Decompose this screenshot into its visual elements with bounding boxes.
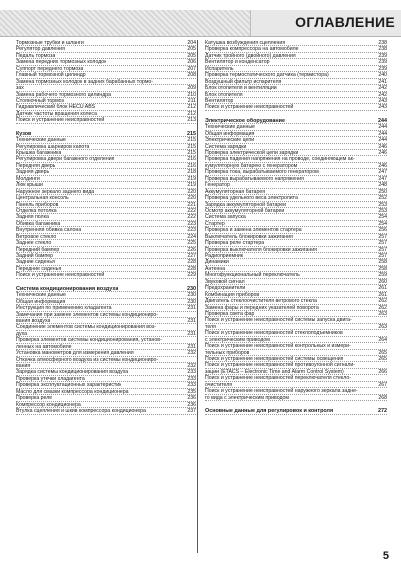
toc-entry-page: 246 bbox=[378, 143, 387, 150]
toc-entry-page: 220 bbox=[187, 195, 196, 202]
toc-entry-title: Задний бампер bbox=[16, 253, 54, 259]
toc-entry-title: Крышка багажника bbox=[16, 150, 62, 156]
toc-entry-page: 243 bbox=[378, 104, 387, 111]
toc-entry-page bbox=[385, 156, 387, 161]
toc-entry-page bbox=[385, 362, 387, 367]
toc-entry-page: 264 bbox=[378, 336, 387, 343]
toc-entry-title: Замена тормозных колодок в задних барабанных тормо- bbox=[16, 78, 154, 85]
toc-entry-page: 210 bbox=[187, 91, 196, 98]
toc-entry-page: 231 bbox=[187, 305, 196, 312]
toc-entry-page: 233 bbox=[187, 382, 196, 389]
toc-entry-page: 219 bbox=[187, 175, 196, 182]
toc-entry-title: Технические данные bbox=[16, 292, 66, 298]
toc-entry-title: Проверка реле bbox=[16, 395, 53, 401]
toc-entry-title: Установка манометров для измерения давления bbox=[16, 350, 134, 356]
toc-entry-page: 223 bbox=[187, 220, 196, 227]
toc-entry-page: 238 bbox=[378, 46, 387, 53]
toc-entry-title: Зарядка системы кондиционирования воздуха bbox=[16, 369, 129, 375]
toc-entry-title: Педаль тормоза bbox=[16, 52, 56, 59]
toc-entry-page: 220 bbox=[187, 188, 196, 195]
toc-entry-page: 205 bbox=[187, 52, 196, 59]
toc-entry-title: ленных на автомобиле bbox=[16, 343, 72, 350]
toc-entry-page: 246 bbox=[378, 150, 387, 156]
toc-entry-title: Вентилятор bbox=[205, 97, 234, 104]
toc-entry-title: кумуляторную батарею с генератором bbox=[205, 162, 298, 169]
toc-entry-title: Ветровое стекло bbox=[16, 233, 57, 240]
toc-entry-page: 215 bbox=[187, 130, 196, 137]
toc-entry-page bbox=[194, 324, 196, 329]
toc-entry-title: Общая информация bbox=[16, 298, 66, 305]
toc-entry-page: 230 bbox=[187, 298, 196, 305]
toc-entry-title: Передняя дверь bbox=[16, 162, 56, 169]
toc-entry-page: 258 bbox=[378, 265, 387, 272]
toc-entry-page: 221 bbox=[187, 201, 196, 208]
toc-entry-title: Стояночный тормоз bbox=[16, 97, 64, 104]
toc-entry-page: 208 bbox=[187, 72, 196, 79]
toc-entry-title: Блок отопителя и вентиляции bbox=[205, 85, 277, 91]
toc-entry-title: Проверка эксплуатационных характеристик bbox=[16, 382, 122, 388]
toc-entry-title: Задние сиденья bbox=[16, 259, 55, 265]
toc-entry-title: Наружное зеркало заднего вида bbox=[16, 188, 95, 195]
toc-entry-page: 254 bbox=[378, 220, 387, 227]
toc-entry-title: Инструкция по применению хладагента bbox=[16, 305, 112, 311]
toc-entry-title: Зарядка аккумуляторной батареи bbox=[205, 201, 287, 207]
toc-entry-page bbox=[385, 330, 387, 335]
toc-entry-page: 222 bbox=[187, 207, 196, 214]
toc-entry-title: Звуковой сигнал bbox=[205, 278, 245, 285]
column-divider bbox=[197, 40, 198, 553]
toc-entry-page: 228 bbox=[187, 259, 196, 266]
section-gap bbox=[16, 279, 196, 286]
toc-entry-title: очистителя bbox=[205, 381, 233, 388]
toc-entry-title: Проверка и замена элементов стартера bbox=[205, 227, 302, 233]
toc-entry-title: Датчик тройного (двойного) давления bbox=[205, 52, 296, 59]
toc-entry-title: Электрические цепи bbox=[205, 137, 255, 143]
toc-entry-title: Катушка возбуждения сцепления bbox=[205, 40, 286, 46]
toc-entry-page: 244 bbox=[378, 117, 387, 124]
toc-entry-title: Поиск и устранение неисправностей наружного зеркала задне- bbox=[205, 388, 358, 394]
toc-entry-page: 260 bbox=[378, 278, 387, 285]
toc-entry-page: 262 bbox=[378, 298, 387, 305]
toc-entry-title: Вентилятор и конденсатор bbox=[205, 59, 270, 65]
toc-entry-page: 231 bbox=[187, 330, 196, 337]
toc-entry-page: 262 bbox=[378, 304, 387, 311]
toc-entry-title: Суппорт переднего тормоза bbox=[16, 65, 84, 72]
toc-entry-title: Проверка падения напряжения на проводе, соединяющем ак- bbox=[205, 156, 355, 162]
toc-entry-title: Двигатель стеклоочистителя ветрового стекла bbox=[205, 298, 317, 304]
toc-entry-page: 252 bbox=[378, 195, 387, 202]
toc-entry-title: Люк крыши bbox=[16, 182, 43, 188]
toc-entry-page: 216 bbox=[187, 156, 196, 163]
toc-entry-title: го вида с электрическим приводом bbox=[205, 394, 289, 401]
toc-entry-title: Стартер bbox=[205, 220, 225, 227]
toc-entry-title: Выключатель блокировки зажигания bbox=[205, 233, 293, 240]
toc-entry-title: Поиск и устранение неисправностей системы освещения bbox=[205, 356, 344, 362]
toc-entry-title: Система кондиционирования воздуха bbox=[16, 285, 119, 292]
toc-entry-title: Проверка тока, вырабатываемого генератором bbox=[205, 169, 319, 175]
toc-entry-title: Испаритель bbox=[205, 65, 234, 72]
toc-entry-title: тельных приборов bbox=[205, 349, 250, 355]
toc-entry-title: Проверка утечки хладагента bbox=[16, 375, 85, 382]
toc-entry-page: 215 bbox=[187, 137, 196, 144]
toc-entry-title: Регулировка шарниров капота bbox=[16, 143, 90, 149]
toc-entry-title: Регулятор давления bbox=[16, 46, 65, 52]
toc-entry-title: Проверка термостатического датчика (термистора) bbox=[205, 72, 329, 78]
toc-entry-page: 225 bbox=[187, 240, 196, 247]
toc-entry-title: вания bbox=[16, 363, 31, 369]
toc-entry-title: Замечания при замене элементов системы кондициониро- bbox=[16, 311, 159, 317]
toc-entry-page: 216 bbox=[187, 162, 196, 169]
toc-column-right bbox=[205, 40, 387, 415]
toc-entry-title: Технические данные bbox=[205, 124, 255, 130]
toc-entry-title: Задняя полка bbox=[16, 214, 49, 220]
toc-entry-title: Проверка вырабатываемого напряжения bbox=[205, 175, 304, 182]
toc-entry-page: 207 bbox=[187, 65, 196, 72]
toc-entry-page: 242 bbox=[378, 91, 387, 98]
toc-entry-page: 228 bbox=[187, 265, 196, 272]
toc-entry-title: Откачка атмосферного воздуха из системы кондициониро- bbox=[16, 356, 159, 362]
toc-entry-title: Поиск и устранение неисправностей переключателя стекло- bbox=[205, 375, 351, 381]
toc-entry-page: 212 bbox=[187, 110, 196, 117]
section-gap bbox=[205, 111, 387, 118]
toc-entry-page: 233 bbox=[187, 375, 196, 382]
toc-entry-title: Заднее стекло bbox=[16, 240, 52, 246]
toc-entry-title: Центральная консоль bbox=[16, 195, 69, 201]
toc-entry-title: зации (ETACS – Electronic Time and Alarm Control System) bbox=[205, 368, 344, 375]
toc-entry-page: 268 bbox=[378, 394, 387, 401]
toc-entry-page: 213 bbox=[187, 117, 196, 124]
toc-entry-title: Гидравлический блок HECU ABS bbox=[16, 104, 96, 110]
toc-entry-title: духа bbox=[16, 330, 28, 337]
toc-entry-title: Втулка сцепления и шкив компрессора кондиционера bbox=[16, 408, 146, 414]
toc-entry-title: Соединение элементов системы кондиционирования воз- bbox=[16, 324, 156, 330]
toc-entry-title: Система зарядки bbox=[205, 143, 247, 149]
toc-entry-title: Многофункциональный переключатель bbox=[205, 272, 300, 278]
toc-entry-title: с электрическим приводом bbox=[205, 336, 270, 343]
toc-entry-page bbox=[194, 357, 196, 362]
toc-entry-title: Осмотр аккумуляторной батареи bbox=[205, 207, 285, 214]
toc-entry-page: 218 bbox=[187, 169, 196, 176]
header-tab bbox=[250, 10, 401, 36]
toc-entry-page: 243 bbox=[378, 97, 387, 104]
toc-entry-title: Проверка элементов системы кондиционирования, установ- bbox=[16, 337, 162, 343]
toc-entry-page: 209 bbox=[187, 85, 196, 92]
header-bar bbox=[0, 10, 401, 37]
toc-entry-title: вания воздуха bbox=[16, 317, 51, 324]
section-gap bbox=[16, 124, 196, 131]
toc-entry-page: 257 bbox=[378, 253, 387, 259]
toc-entry-page: 261 bbox=[378, 291, 387, 298]
toc-entry-title: Общая информация bbox=[205, 130, 255, 137]
toc-entry-page: 222 bbox=[187, 214, 196, 221]
toc-entry-title: Передние сиденья bbox=[16, 265, 62, 272]
toc-entry-title: Обивка багажника bbox=[16, 220, 61, 227]
toc-entry-title: Внутренняя обивка салона bbox=[16, 227, 82, 233]
toc-entry-page: 244 bbox=[378, 124, 387, 131]
toc-entry-title: Блок отопителя bbox=[205, 91, 243, 97]
toc-entry-title: Проверка электрической цепи зарядки bbox=[205, 150, 299, 156]
toc-entry-page: 230 bbox=[187, 285, 196, 292]
toc-entry-page: 226 bbox=[187, 246, 196, 253]
toc-entry-page: 239 bbox=[378, 52, 387, 59]
toc-entry-page: 256 bbox=[378, 227, 387, 234]
toc-entry-page: 236 bbox=[187, 395, 196, 402]
toc-entry-page: 231 bbox=[187, 343, 196, 350]
toc-entry-page: 211 bbox=[187, 97, 196, 104]
page-title: ОГЛАВЛЕНИЕ bbox=[295, 14, 395, 30]
toc-entry-title: Тормозные трубки и шланги bbox=[16, 40, 84, 46]
toc-entry-title: Регулировка двери багажного отделения bbox=[16, 156, 115, 162]
toc-entry-title: Отделка потолка bbox=[16, 207, 57, 214]
toc-entry-page: 233 bbox=[187, 369, 196, 376]
toc-entry-page: 231 bbox=[187, 317, 196, 324]
toc-entry-title: Антенна bbox=[205, 265, 226, 272]
toc-entry-page: 215 bbox=[187, 150, 196, 156]
toc-entry-title: Поиск и устранение неисправностей bbox=[205, 104, 294, 110]
toc-entry-page: 238 bbox=[378, 40, 387, 46]
toc-entry-title: Основные данные для регулировок и контроля bbox=[205, 408, 334, 414]
toc-entry-page: 239 bbox=[378, 59, 387, 66]
toc-entry-page: 212 bbox=[187, 104, 196, 111]
toc-entry-title: Главный тормозной цилиндр bbox=[16, 72, 86, 78]
toc-entry-page: 241 bbox=[378, 78, 387, 85]
toc-entry-title: Проверка компрессора на автомобиле bbox=[205, 46, 299, 52]
toc-column-left bbox=[16, 40, 196, 415]
toc-entry-title: зах bbox=[16, 85, 24, 91]
toc-entry-title: Поиск и устранение неисправностей bbox=[16, 272, 105, 278]
toc-entry-page: 261 bbox=[378, 285, 387, 292]
toc-entry-page bbox=[194, 312, 196, 317]
section-gap bbox=[205, 401, 387, 408]
section-heading bbox=[205, 408, 387, 414]
toc-entry-page bbox=[385, 375, 387, 380]
toc-entry-page: 244 bbox=[378, 130, 387, 137]
toc-entry-title: Проверка удельного веса электролита bbox=[205, 195, 298, 201]
toc-entry-page: 247 bbox=[378, 175, 387, 182]
toc-entry-title: Радиоприемник bbox=[205, 253, 244, 259]
toc-entry-title: Замена рабочего тормозного цилиндра bbox=[16, 91, 112, 97]
toc-entry-page: 250 bbox=[378, 188, 387, 195]
toc-entry-page: 230 bbox=[187, 292, 196, 299]
toc-entry-title: Аккумуляторная батарея bbox=[205, 188, 266, 195]
toc-entry-page bbox=[385, 317, 387, 322]
toc-entry-title: Генератор bbox=[205, 182, 230, 188]
toc-entry-page: 265 bbox=[378, 356, 387, 362]
toc-entry-title: Молдинги bbox=[16, 175, 40, 182]
toc-entry-title: Датчик частоты вращения колеса bbox=[16, 110, 97, 117]
toc-entry-page: 224 bbox=[187, 233, 196, 240]
toc-entry-page: 258 bbox=[378, 259, 387, 266]
toc-entry-page: 257 bbox=[378, 240, 387, 247]
toc-entry-page: 232 bbox=[187, 363, 196, 369]
toc-entry-page: 254 bbox=[378, 214, 387, 221]
toc-entry-page: 263 bbox=[378, 323, 387, 330]
toc-entry-title: Задняя дверь bbox=[16, 169, 50, 175]
toc-entry-page: 266 bbox=[378, 368, 387, 375]
toc-entry-page: 206 bbox=[187, 59, 196, 66]
toc-entry-page: 227 bbox=[187, 253, 196, 259]
toc-entry-title: Система запуска bbox=[205, 214, 246, 220]
toc-entry-title: Передний бампер bbox=[16, 246, 60, 252]
toc-entry-title: Электрическое оборудование bbox=[205, 117, 285, 124]
toc-entry-title: Предохранители bbox=[205, 285, 246, 291]
page-number: 5 bbox=[382, 550, 389, 562]
toc-entry-page: 246 bbox=[378, 162, 387, 169]
toc-entry-page: 239 bbox=[378, 65, 387, 72]
toc-entry-page: 235 bbox=[187, 388, 196, 395]
toc-entry-title: Проверка света фар bbox=[205, 310, 255, 317]
toc-entry-page: 259 bbox=[378, 272, 387, 279]
toc-entry bbox=[16, 408, 196, 414]
toc-entry-title: Замена фары и передних указателей поворота bbox=[205, 304, 319, 310]
toc-entry-title: Масло для смазки компрессора кондиционера bbox=[16, 388, 129, 395]
toc-entry-page: 232 bbox=[187, 350, 196, 357]
toc-entry-page bbox=[194, 79, 196, 84]
toc-entry-page: 272 bbox=[378, 408, 387, 415]
toc-entry-title: Кузов bbox=[16, 130, 32, 137]
toc-entry-page: 257 bbox=[378, 233, 387, 240]
toc-entry-page: 236 bbox=[187, 401, 196, 408]
toc-entry-page: 205 bbox=[187, 46, 196, 53]
toc-entry-page: 257 bbox=[378, 246, 387, 253]
toc-entry-page bbox=[385, 343, 387, 348]
toc-entry-title: Динамики bbox=[205, 259, 229, 265]
toc-entry-title: теля bbox=[205, 323, 216, 330]
toc-entry-page: 204 bbox=[187, 40, 196, 46]
toc-entry-page: 219 bbox=[187, 182, 196, 189]
toc-entry-page: 267 bbox=[378, 381, 387, 388]
toc-entry-page: 265 bbox=[378, 349, 387, 356]
toc-entry-page: 237 bbox=[187, 408, 196, 415]
toc-entry-page: 263 bbox=[378, 310, 387, 317]
toc-entry-title: Проверка реле стартера bbox=[205, 240, 265, 246]
toc-entry-title: Компрессор кондиционера bbox=[16, 401, 81, 408]
toc-entry-page bbox=[385, 388, 387, 393]
toc-entry-title: Поиск и устранение неисправностей противоугонной сигнали- bbox=[205, 362, 355, 368]
toc-entry-page: 247 bbox=[378, 169, 387, 176]
toc-entry-page: 240 bbox=[378, 72, 387, 79]
toc-entry-page: 215 bbox=[187, 143, 196, 150]
toc-entry-title: Поиск и устранение неисправностей контрольных и измери- bbox=[205, 343, 351, 349]
toc-entry-page bbox=[194, 337, 196, 342]
toc-entry-title: Технические данные bbox=[16, 137, 66, 143]
toc-entry-title: Поиск и устранение неисправностей стеклоподъемников bbox=[205, 330, 343, 336]
toc-entry-title: Панель приборов bbox=[16, 201, 59, 207]
toc-entry-title: Комбинация приборов bbox=[205, 291, 260, 298]
toc-entry-title: Воздушный фильтр испарителя bbox=[205, 78, 282, 85]
toc-entry-title: Проверка выключателя блокировки зажигания bbox=[205, 246, 317, 252]
toc-entry-page: 229 bbox=[187, 272, 196, 279]
toc-entry-page: 223 bbox=[187, 227, 196, 234]
toc-entry-page: 253 bbox=[378, 207, 387, 214]
toc-entry-page: 253 bbox=[378, 201, 387, 208]
toc-entry-title: Поиск и устранение неисправностей системы запуска двига- bbox=[205, 317, 352, 323]
toc-entry-page: 244 bbox=[378, 137, 387, 144]
toc-entry-title: Замена передних тормозных колодок bbox=[16, 59, 107, 65]
toc-entry-page: 242 bbox=[378, 85, 387, 92]
toc-entry-page: 248 bbox=[378, 182, 387, 189]
toc-entry-title: Поиск и устранение неисправностей bbox=[16, 117, 105, 123]
